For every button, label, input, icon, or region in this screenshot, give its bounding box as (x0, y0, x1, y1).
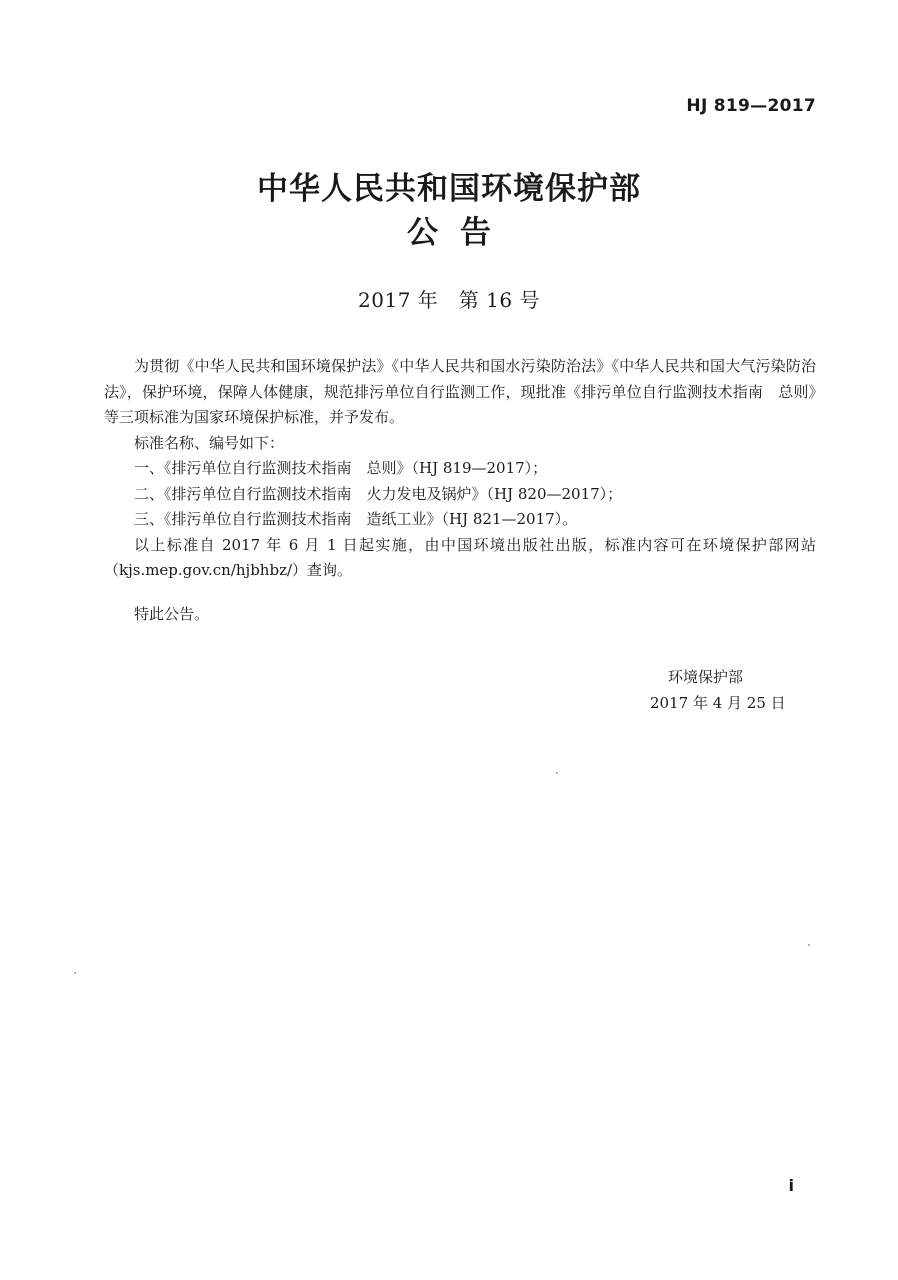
list-item: 二、《排污单位自行监测技术指南 火力发电及锅炉》（HJ 820—2017）； (134, 484, 623, 503)
list-item: 一、《排污单位自行监测技术指南 总则》（HJ 819—2017）； (134, 459, 548, 477)
implementation-paragraph: 以上标准自 2017 年 6 月 1 日起实施，由中国环境出版社出版，标准内容可在环境保护部网站（kjs.mep.gov.cn/hjbhbz/）查询。 (104, 535, 816, 579)
title-block (0, 168, 898, 256)
standard-code: HJ 819—2017 (686, 96, 816, 116)
organization-title: 中华人民共和国环境保护部 (257, 171, 641, 207)
issue-number: 2017 年 第 16 号 (358, 288, 540, 312)
signature-organization: 环境保护部 (668, 668, 744, 686)
intro-paragraph: 为贯彻《中华人民共和国环境保护法》《中华人民共和国水污染防治法》《中华人民共和国大气污染防治法》，保护环境，保障人体健康，规范排污单位自行监测工作，现批准《排污单位自行监测技术指南 总则》等三项标准为国家环境保护标准，并予发布。 (104, 357, 816, 426)
closing-line: 特此公告。 (134, 604, 210, 623)
page-number: i (788, 1176, 794, 1195)
signature-block (600, 664, 840, 716)
notice-title: 公告 (407, 215, 513, 251)
notice-body (104, 354, 816, 627)
scan-speck (808, 944, 810, 946)
scan-speck (556, 772, 558, 774)
list-heading: 标准名称、编号如下： (134, 433, 285, 452)
signature-date: 2017 年 4 月 25 日 (650, 694, 786, 712)
list-item: 三、《排污单位自行监测技术指南 造纸工业》（HJ 821—2017）。 (134, 510, 578, 528)
scan-speck (74, 972, 76, 974)
